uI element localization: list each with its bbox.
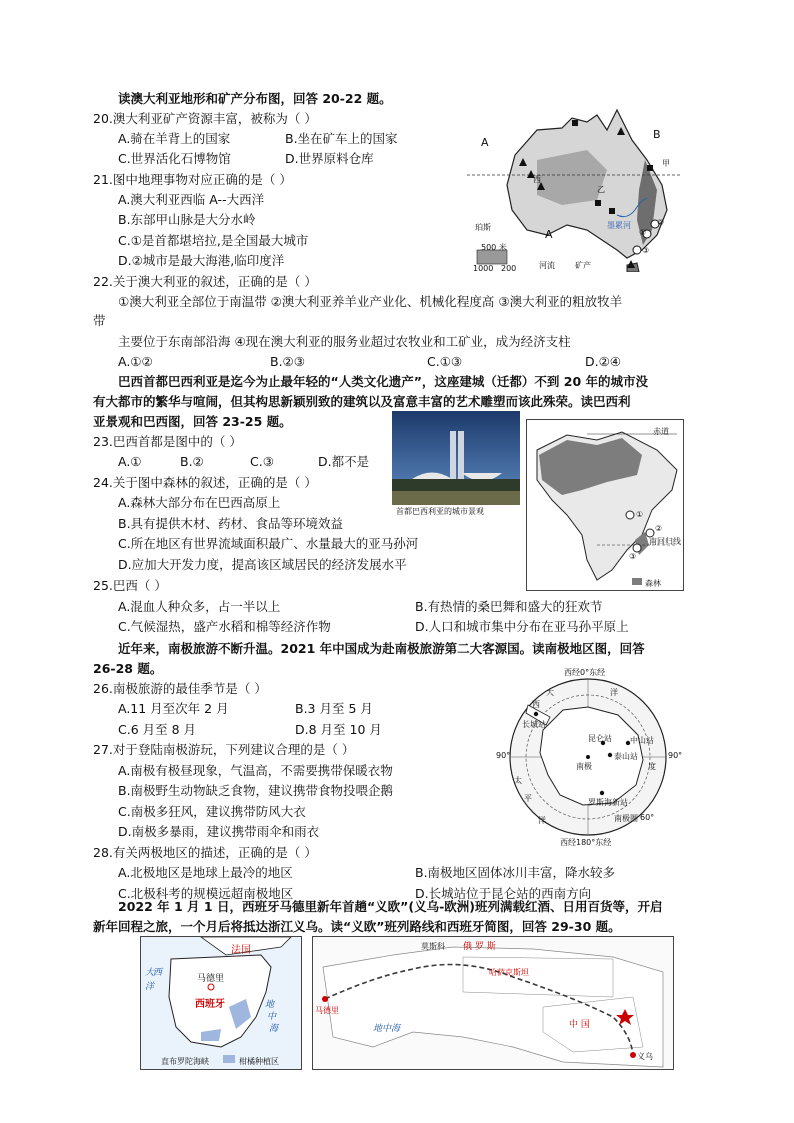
mineral-square-1	[572, 120, 578, 126]
q21-option-b[interactable]: B.东部甲山脉是大分水岭	[118, 212, 256, 227]
q25-stem: 25.巴西（ ）	[93, 578, 167, 593]
yiou-route-svg	[313, 937, 673, 1069]
label-france: 法国	[231, 945, 251, 956]
label-ocean-4: 洋	[538, 816, 546, 825]
q20-option-c[interactable]: C.世界活化石博物馆	[118, 151, 231, 166]
label-taishan: 泰山站	[614, 752, 638, 761]
q22-option-a[interactable]: A.①②	[118, 354, 153, 369]
q23-stem: 23.巴西首都是图中的（ ）	[93, 434, 242, 449]
q22-statement-wrap: 带	[93, 313, 106, 328]
label-xi: 西	[533, 175, 541, 184]
station-ross	[600, 791, 604, 795]
label-lon-right: 90°	[668, 751, 683, 760]
label-madrid: 马德里	[197, 974, 225, 984]
q24-option-d[interactable]: D.应加大开发力度，提高该区域居民的经济发展水平	[118, 557, 407, 572]
label-c2: ②	[657, 218, 665, 227]
label-ocean-7: 度	[648, 762, 656, 771]
label-perth: 珀斯	[475, 223, 491, 232]
q23-option-b[interactable]: B.②	[180, 454, 204, 469]
label-yiwu: 义乌	[637, 1052, 653, 1061]
label-spain: 西班牙	[195, 999, 225, 1010]
label-tropic: 南回归线	[649, 537, 681, 546]
label-B-east: B	[653, 128, 661, 141]
label-atlantic-2: 西	[153, 968, 163, 978]
citrus-legend-swatch	[223, 1055, 235, 1063]
mineral-square-4	[595, 200, 601, 206]
legend-mineral: 矿产	[575, 261, 591, 270]
q24-option-a[interactable]: A.森林大部分布在巴西高原上	[118, 495, 281, 510]
label-scale-right: 200	[501, 264, 517, 273]
intro-antarctic-2: 26-28 题。	[93, 661, 163, 676]
label-kunlun: 昆仑站	[588, 734, 612, 743]
intro-brazil-3: 亚景观和巴西图，回答 23-25 题。	[93, 414, 292, 429]
q25-option-a[interactable]: A.混血人种众多，占一半以上	[118, 599, 281, 614]
label-ross: 罗斯海新站	[588, 798, 628, 807]
label-atlantic-1: 大	[145, 968, 155, 978]
label-med-2: 中	[267, 1012, 277, 1022]
q20-option-b[interactable]: B.坐在矿车上的国家	[285, 131, 398, 146]
q25-option-b[interactable]: B.有热情的桑巴舞和盛大的狂欢节	[415, 599, 603, 614]
label-A-south: A	[545, 228, 553, 241]
q27-option-d[interactable]: D.南极多暴雨，建议携带雨伞和雨衣	[118, 824, 320, 839]
q23-option-c[interactable]: C.③	[250, 454, 274, 469]
q28-option-d[interactable]: D.长城站位于昆仑站的西南方向	[415, 886, 592, 901]
q24-stem: 24.关于图中森林的叙述，正确的是（ ）	[93, 475, 317, 490]
label-equator: 赤道	[653, 427, 669, 436]
q27-option-c[interactable]: C.南极多狂风，建议携带防风大衣	[118, 804, 306, 819]
q27-stem: 27.对于登陆南极游玩，下列建议合理的是（ ）	[93, 742, 355, 757]
q25-option-d[interactable]: D.人口和城市集中分布在亚马孙平原上	[415, 619, 629, 634]
yiou-route-map	[312, 936, 674, 1070]
brasilia-photo-svg	[392, 411, 520, 505]
q28-option-a[interactable]: A.北极地区是地球上最冷的地区	[118, 865, 293, 880]
label-route-med: 地中海	[373, 1024, 401, 1034]
yiwu-route-marker	[630, 1052, 636, 1058]
label-atlantic-3: 洋	[145, 982, 155, 992]
label-lon-bottom: 西经180°东经	[560, 838, 612, 847]
antarctic-map	[488, 665, 688, 845]
q27-option-a[interactable]: A.南极有极昼现象，气温高，不需要携带保暖衣物	[118, 763, 393, 778]
label-ocean-3: 平	[524, 794, 532, 803]
label-ocean-6: 太	[514, 776, 522, 785]
brazil-map	[526, 419, 684, 591]
q20-stem: 20.澳大利亚矿产资源丰富，被称为（ ）	[93, 111, 317, 126]
intro-brazil-2: 有大都市的繁华与喧闹，但其构思新颖别致的建筑以及富意丰富的艺术雕塑而该此殊荣。读巴西利	[93, 394, 631, 409]
q26-option-d[interactable]: D.8 月至 10 月	[295, 722, 382, 737]
label-forest: 森林	[645, 579, 661, 588]
q21-option-d[interactable]: D.②城市是最大海港,临印度洋	[118, 253, 285, 268]
q22-statement-2: 主要位于东南部沿海 ④现在澳大利亚的服务业超过农牧业和工矿业，成为经济支柱	[118, 334, 571, 349]
label-ocean-1: 大	[546, 688, 554, 697]
label-A-west: A	[481, 136, 489, 149]
mineral-square-3	[647, 165, 653, 171]
q24-option-c[interactable]: C.所在地区有世界流域面积最广、水量最大的亚马孙河	[118, 536, 419, 551]
label-china: 中 国	[569, 1020, 590, 1030]
q23-option-a[interactable]: A.①	[118, 454, 142, 469]
label-ocean-5: 西	[532, 700, 540, 709]
label-moscow: 莫斯科	[421, 942, 445, 951]
brazil-city-3	[633, 544, 641, 552]
legend-river: 河流	[539, 261, 555, 270]
label-jia: 甲	[662, 159, 670, 168]
label-ocean-2: 洋	[610, 688, 618, 697]
label-brazil-c2: ②	[655, 524, 663, 533]
antarctic-map-svg	[488, 665, 688, 845]
label-brazil-c3: ③	[629, 552, 637, 561]
q28-option-c[interactable]: C.北极科考的规模远超南极地区	[118, 886, 294, 901]
label-lon-left: 90°	[496, 751, 511, 760]
label-changcheng: 长城站	[522, 720, 546, 729]
q22-statement-1: ①澳大利亚全部位于南温带 ②澳大利亚养羊业产业化、机械化程度高 ③澳大利亚的粗放牧羊	[118, 294, 623, 309]
label-lat60: 60°	[640, 813, 655, 822]
q22-stem: 22.关于澳大利亚的叙述，正确的是（ ）	[93, 274, 317, 289]
label-yi: 乙	[597, 185, 605, 194]
q26-option-a[interactable]: A.11 月至次年 2 月	[118, 701, 229, 716]
station-taishan	[608, 753, 612, 757]
q21-option-a[interactable]: A.澳大利亚西临 A--大西洋	[118, 192, 265, 207]
q26-option-b[interactable]: B.3 月至 5 月	[295, 701, 373, 716]
intro-spain-1: 2022 年 1 月 1 日，西班牙马德里新年首趟“义欧”(义乌-欧洲)班列满载红酒、日用百货等，开启	[118, 899, 663, 914]
brasilia-photo	[392, 411, 520, 505]
station-changcheng	[534, 712, 538, 716]
q20-option-d[interactable]: D.世界原料仓库	[285, 151, 374, 166]
q20-option-a[interactable]: A.骑在羊背上的国家	[118, 131, 231, 146]
mineral-square-2	[609, 208, 615, 214]
q22-option-d[interactable]: D.②④	[585, 354, 622, 369]
q25-option-c[interactable]: C.气候湿热，盛产水稻和棉等经济作物	[118, 619, 331, 634]
intro-australia: 读澳大利亚地形和矿产分布图，回答 20-22 题。	[118, 91, 392, 106]
q24-option-b[interactable]: B.具有提供木材、药材、食品等环境效益	[118, 516, 344, 531]
brazil-city-1	[626, 511, 634, 519]
q27-option-b[interactable]: B.南极野生动物缺乏食物，建议携带食物投喂企鹅	[118, 783, 394, 798]
forest-legend-swatch	[632, 578, 642, 585]
label-brazil-c1: ①	[636, 510, 644, 519]
label-c3: ③	[642, 246, 650, 255]
south-pole	[586, 755, 590, 759]
q28-option-b[interactable]: B.南极地区固体冰川丰富，降水较多	[415, 865, 616, 880]
label-russia: 俄 罗 斯	[463, 942, 496, 952]
label-c1: ①	[639, 228, 647, 237]
madrid-route-marker	[322, 996, 328, 1002]
label-kazakhstan: 哈萨克斯坦	[489, 968, 529, 977]
label-lon-top: 西经0°东经	[564, 668, 606, 677]
label-scale: 500 米	[481, 243, 507, 252]
q22-option-c[interactable]: C.①③	[427, 354, 463, 369]
label-med-1: 地	[265, 1000, 275, 1010]
q26-stem: 26.南极旅游的最佳季节是（ ）	[93, 681, 267, 696]
q22-option-b[interactable]: B.②③	[270, 354, 305, 369]
label-river: 墨累河	[607, 221, 631, 230]
label-route-madrid: 马德里	[315, 1006, 339, 1015]
label-scale-left: 1000	[473, 264, 494, 273]
intro-spain-2: 新年回程之旅，一个月后将抵达浙江义乌。读“义欧”班列路线和西班牙简图，回答 29-30 题。	[93, 919, 621, 934]
q26-option-c[interactable]: C.6 月至 8 月	[118, 722, 197, 737]
brasilia-caption: 首都巴西利亚的城市景观	[396, 507, 484, 516]
label-zhongshan: 中山站	[630, 736, 654, 745]
label-med-3: 海	[269, 1024, 279, 1034]
label-antarctic-circle: 南极圈	[614, 814, 638, 823]
brazil-map-svg	[527, 420, 683, 590]
q28-stem: 28.有关两极地区的描述，正确的是（ ）	[93, 845, 317, 860]
q23-option-d[interactable]: D.都不是	[318, 454, 370, 469]
intro-brazil-1: 巴西首都巴西利亚是迄今为止最年轻的“人类文化遗产”，这座建城（迁都）不到 20 年的城市没	[118, 374, 649, 389]
intro-antarctic-1: 近年来，南极旅游不断升温。2021 年中国成为赴南极旅游第二大客源国。读南极地区图，回答	[118, 641, 645, 656]
australia-map	[467, 100, 680, 272]
label-gibraltar: 直布罗陀海峡	[161, 1057, 209, 1066]
q21-stem: 21.图中地理事物对应正确的是（ ）	[93, 172, 292, 187]
city-marker-3	[633, 246, 641, 254]
label-pole: 南极	[576, 762, 592, 771]
spain-map	[140, 936, 302, 1070]
q21-option-c[interactable]: C.①是首都堪培拉,是全国最大城市	[118, 233, 309, 248]
label-citrus: 柑橘种植区	[239, 1057, 279, 1066]
